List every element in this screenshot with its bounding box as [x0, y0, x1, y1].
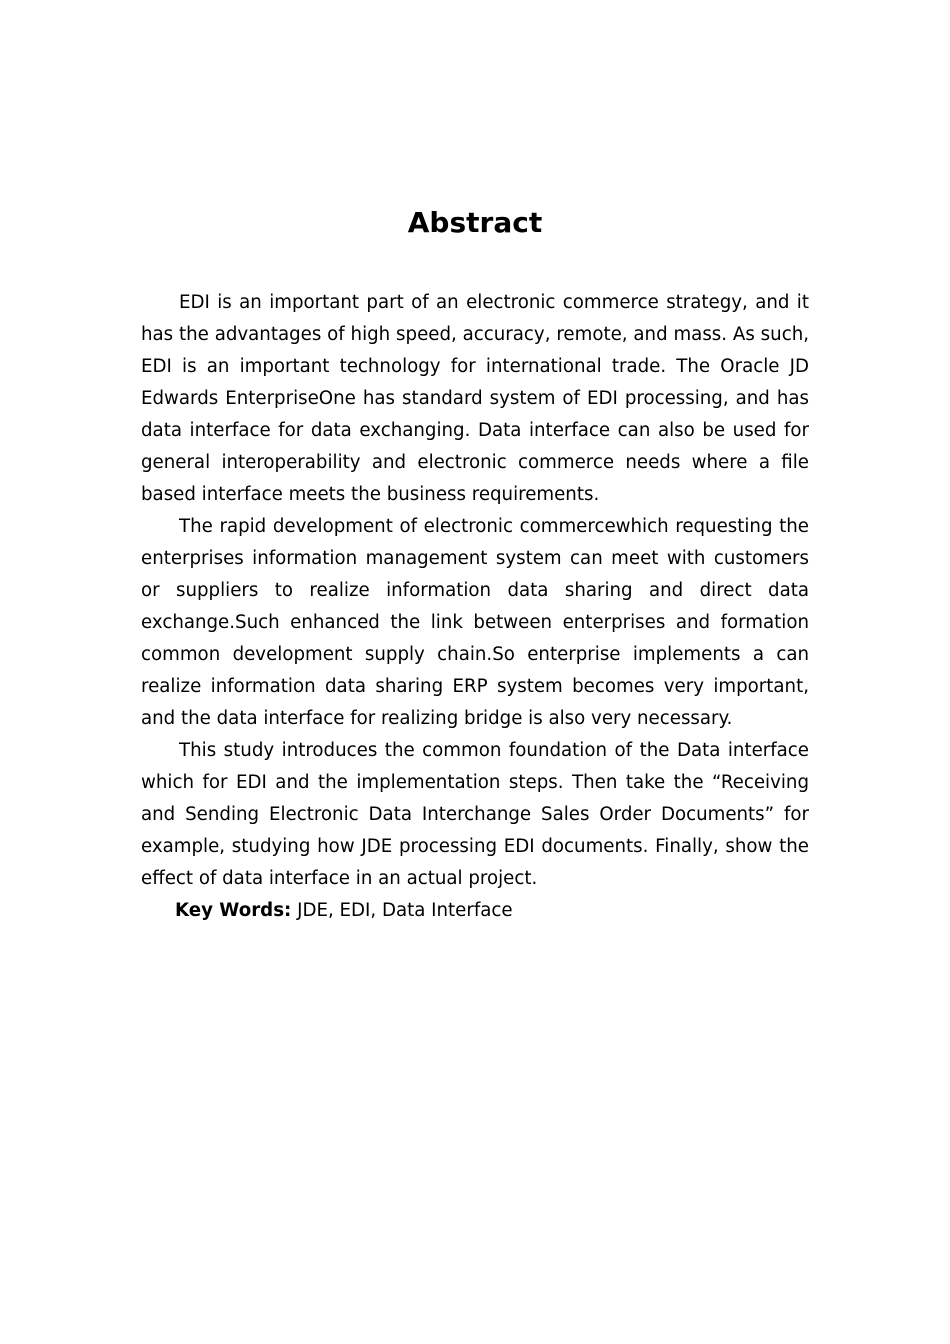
page-title: Abstract [407, 206, 543, 239]
keywords-label: Key Words: [175, 900, 292, 921]
abstract-body [141, 287, 809, 927]
abstract-paragraph-3: This study introduces the common foundation of the Data interface which for EDI and the implementation steps. Then take the “Receiving and Sending Electronic Data Interchange Sales Order Documents” for example, studying how JDE processing EDI documents. Finally, show the effect of data interface in an actual project. [141, 740, 809, 889]
abstract-paragraph-1: EDI is an important part of an electronic commerce strategy, and it has the advantages of high speed, accuracy, remote, and mass. As such, EDI is an important technology for international trade. The Oracle JD Edwards EnterpriseOne has standard system of EDI processing, and has data interface for data exchanging. Data interface can also be used for general interoperability and electronic commerce needs where a file based interface meets the business requirements. [141, 292, 809, 505]
abstract-paragraph-2: The rapid development of electronic commercewhich requesting the enterprises information management system can meet with customers or suppliers to realize information data sharing and direct data exchange.Such enhanced the link between enterprises and formation common development supply chain.So enterprise implements a can realize information data sharing ERP system becomes very important, and the data interface for realizing bridge is also very necessary. [141, 516, 809, 729]
keywords-line [141, 895, 809, 927]
keywords-value: JDE, EDI, Data Interface [297, 900, 513, 921]
